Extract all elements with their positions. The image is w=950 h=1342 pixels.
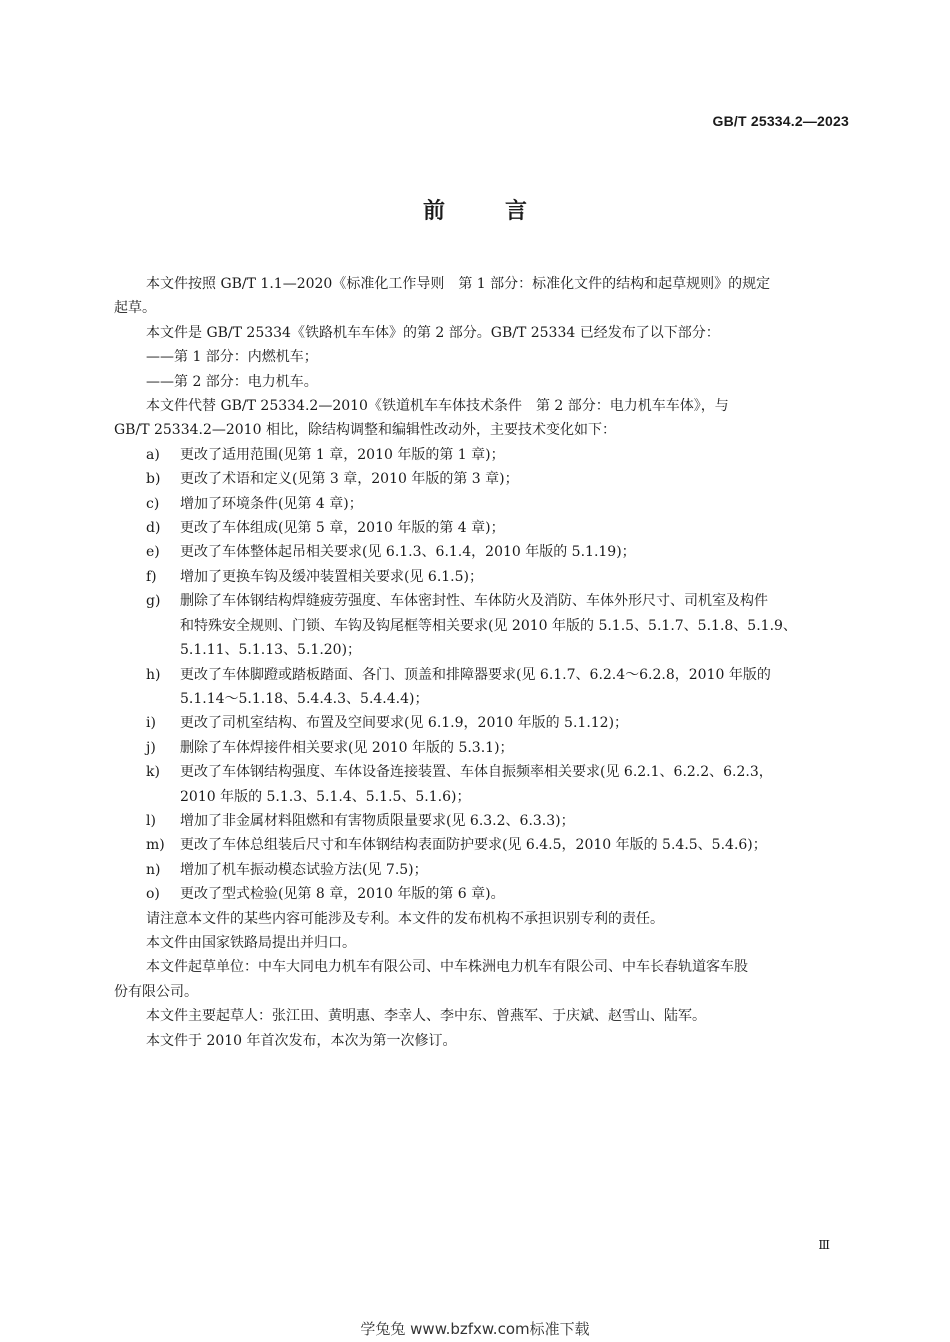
paragraph-line: 请注意本文件的某些内容可能涉及专利。本文件的发布机构不承担识别专利的责任。 — [146, 910, 664, 927]
paragraph-line: 本文件于 2010 年首次发布，本次为第一次修订。 — [146, 1032, 457, 1049]
page-number: Ⅲ — [818, 1238, 830, 1252]
standard-code: GB/T 25334.2—2023 — [712, 113, 849, 129]
list-item — [114, 443, 850, 467]
paragraph-line: GB/T 25334.2—2010 相比，除结构调整和编辑性改动外，主要技术变化如下： — [114, 422, 616, 439]
list-item-line: 更改了车体钢结构强度、车体设备连接装置、车体自振频率相关要求(见 6.2.1、6.2.2、6.2.3， — [180, 764, 773, 781]
paragraph-line: 本文件起草单位：中车大同电力机车有限公司、中车株洲电力机车有限公司、中车长春轨道客车股 — [146, 959, 748, 976]
list-item — [114, 760, 850, 809]
list-item-line: 删除了车体焊接件相关要求(见 2010 年版的 5.3.1)； — [180, 739, 514, 756]
list-item — [114, 492, 850, 516]
list-item-text — [180, 809, 850, 833]
list-item-label: m) — [146, 837, 165, 854]
paragraph-line: 本文件代替 GB/T 25334.2—2010《铁道机车车体技术条件 第 2 部分：电力机车车体》，与 — [146, 398, 729, 415]
paragraph-line: ——第 1 部分：内燃机车； — [146, 349, 318, 366]
list-item-text — [180, 882, 850, 906]
list-item-label: c) — [146, 495, 160, 512]
list-item-text — [180, 711, 850, 735]
list-item-line: 5.1.11、5.1.13、5.1.20)； — [180, 642, 362, 659]
list-item-label: h) — [146, 666, 161, 683]
list-item-label: i) — [146, 715, 156, 732]
list-item-line: 更改了司机室结构、布置及空间要求(见 6.1.9，2010 年版的 5.1.12)； — [180, 715, 629, 732]
list-item-label: o) — [146, 886, 160, 903]
document-body — [114, 272, 850, 1053]
list-item — [114, 736, 850, 760]
list-item-text — [180, 492, 850, 516]
list-item-text — [180, 833, 850, 857]
list-item-text — [180, 760, 850, 809]
list-item-line: 增加了更换车钩及缓冲装置相关要求(见 6.1.5)； — [180, 568, 483, 585]
list-item-line: 更改了车体脚蹬或踏板踏面、各门、顶盖和排障器要求(见 6.1.7、6.2.4～6.2.8，2010 年版的 — [180, 666, 771, 683]
list-item-text — [180, 858, 850, 882]
list-item-line: 2010 年版的 5.1.3、5.1.4、5.1.5、5.1.6)； — [180, 788, 471, 805]
paragraph-line: 本文件由国家铁路局提出并归口。 — [146, 934, 356, 951]
list-item-line: 更改了适用范围(见第 1 章，2010 年版的第 1 章)； — [180, 446, 505, 463]
list-item-line: 5.1.14～5.1.18、5.4.4.3、5.4.4.4)； — [180, 690, 429, 707]
list-item-line: 删除了车体钢结构焊缝疲劳强度、车体密封性、车体防火及消防、车体外形尺寸、司机室及构件 — [180, 593, 768, 610]
list-item — [114, 663, 850, 712]
technical-changes-list — [114, 443, 850, 907]
paragraph-line: 起草。 — [114, 300, 156, 317]
paragraph-line: 份有限公司。 — [114, 983, 198, 1000]
list-item — [114, 589, 850, 662]
list-item-label: g) — [146, 593, 161, 610]
list-item-label: n) — [146, 861, 161, 878]
list-item-label: f) — [146, 568, 157, 585]
list-item-line: 更改了车体组成(见第 5 章，2010 年版的第 4 章)； — [180, 520, 505, 537]
list-item-text — [180, 467, 850, 491]
list-item-line: 增加了机车振动模态试验方法(见 7.5)； — [180, 861, 428, 878]
list-item-text — [180, 736, 850, 760]
list-item — [114, 565, 850, 589]
intro-paragraphs — [114, 272, 850, 443]
list-item-text — [180, 540, 850, 564]
list-item-line: 更改了术语和定义(见第 3 章，2010 年版的第 3 章)； — [180, 471, 519, 488]
list-item-line: 更改了型式检验(见第 8 章，2010 年版的第 6 章)。 — [180, 886, 505, 903]
list-item-label: j) — [146, 739, 156, 756]
list-item — [114, 540, 850, 564]
list-item — [114, 467, 850, 491]
list-item-line: 更改了车体总组装后尺寸和车体钢结构表面防护要求(见 6.4.5，2010 年版的 5.4.5、5.4.6)； — [180, 837, 767, 854]
list-item-text — [180, 589, 850, 662]
list-item-line: 和特殊安全规则、门锁、车钩及钩尾框等相关要求(见 2010 年版的 5.1.5、5.1.7、5.1.8、5.1.9、 — [180, 617, 797, 634]
list-item — [114, 809, 850, 833]
list-item-line: 增加了非金属材料阻燃和有害物质限量要求(见 6.3.2、6.3.3)； — [180, 812, 575, 829]
list-item — [114, 882, 850, 906]
list-item-label: e) — [146, 544, 160, 561]
paragraph-line: ——第 2 部分：电力机车。 — [146, 373, 318, 390]
list-item — [114, 833, 850, 857]
list-item-text — [180, 443, 850, 467]
paragraph-line: 本文件是 GB/T 25334《铁路机车车体》的第 2 部分。GB/T 25334 已经发布了以下部分： — [146, 324, 720, 341]
page-title: 前言 — [422, 199, 587, 224]
list-item — [114, 516, 850, 540]
list-item-line: 增加了环境条件(见第 4 章)； — [180, 495, 363, 512]
list-item-label: a) — [146, 446, 160, 463]
list-item — [114, 858, 850, 882]
list-item-label: k) — [146, 764, 160, 781]
list-item-label: d) — [146, 520, 161, 537]
list-item — [114, 711, 850, 735]
paragraph-line: 本文件主要起草人：张江田、黄明惠、李幸人、李中东、曾燕军、于庆斌、赵雪山、陆军。 — [146, 1008, 706, 1025]
list-item-text — [180, 663, 850, 712]
closing-paragraphs — [114, 907, 850, 1053]
list-item-line: 更改了车体整体起吊相关要求(见 6.1.3、6.1.4，2010 年版的 5.1.19)； — [180, 544, 636, 561]
list-item-label: l) — [146, 812, 156, 829]
list-item-text — [180, 565, 850, 589]
paragraph-line: 本文件按照 GB/T 1.1—2020《标准化工作导则 第 1 部分：标准化文件的结构和起草规则》的规定 — [146, 276, 771, 292]
footer-watermark: 学兔兔 www.bzfxw.com标准下载 — [360, 1320, 590, 1338]
list-item-text — [180, 516, 850, 540]
list-item-label: b) — [146, 471, 161, 488]
